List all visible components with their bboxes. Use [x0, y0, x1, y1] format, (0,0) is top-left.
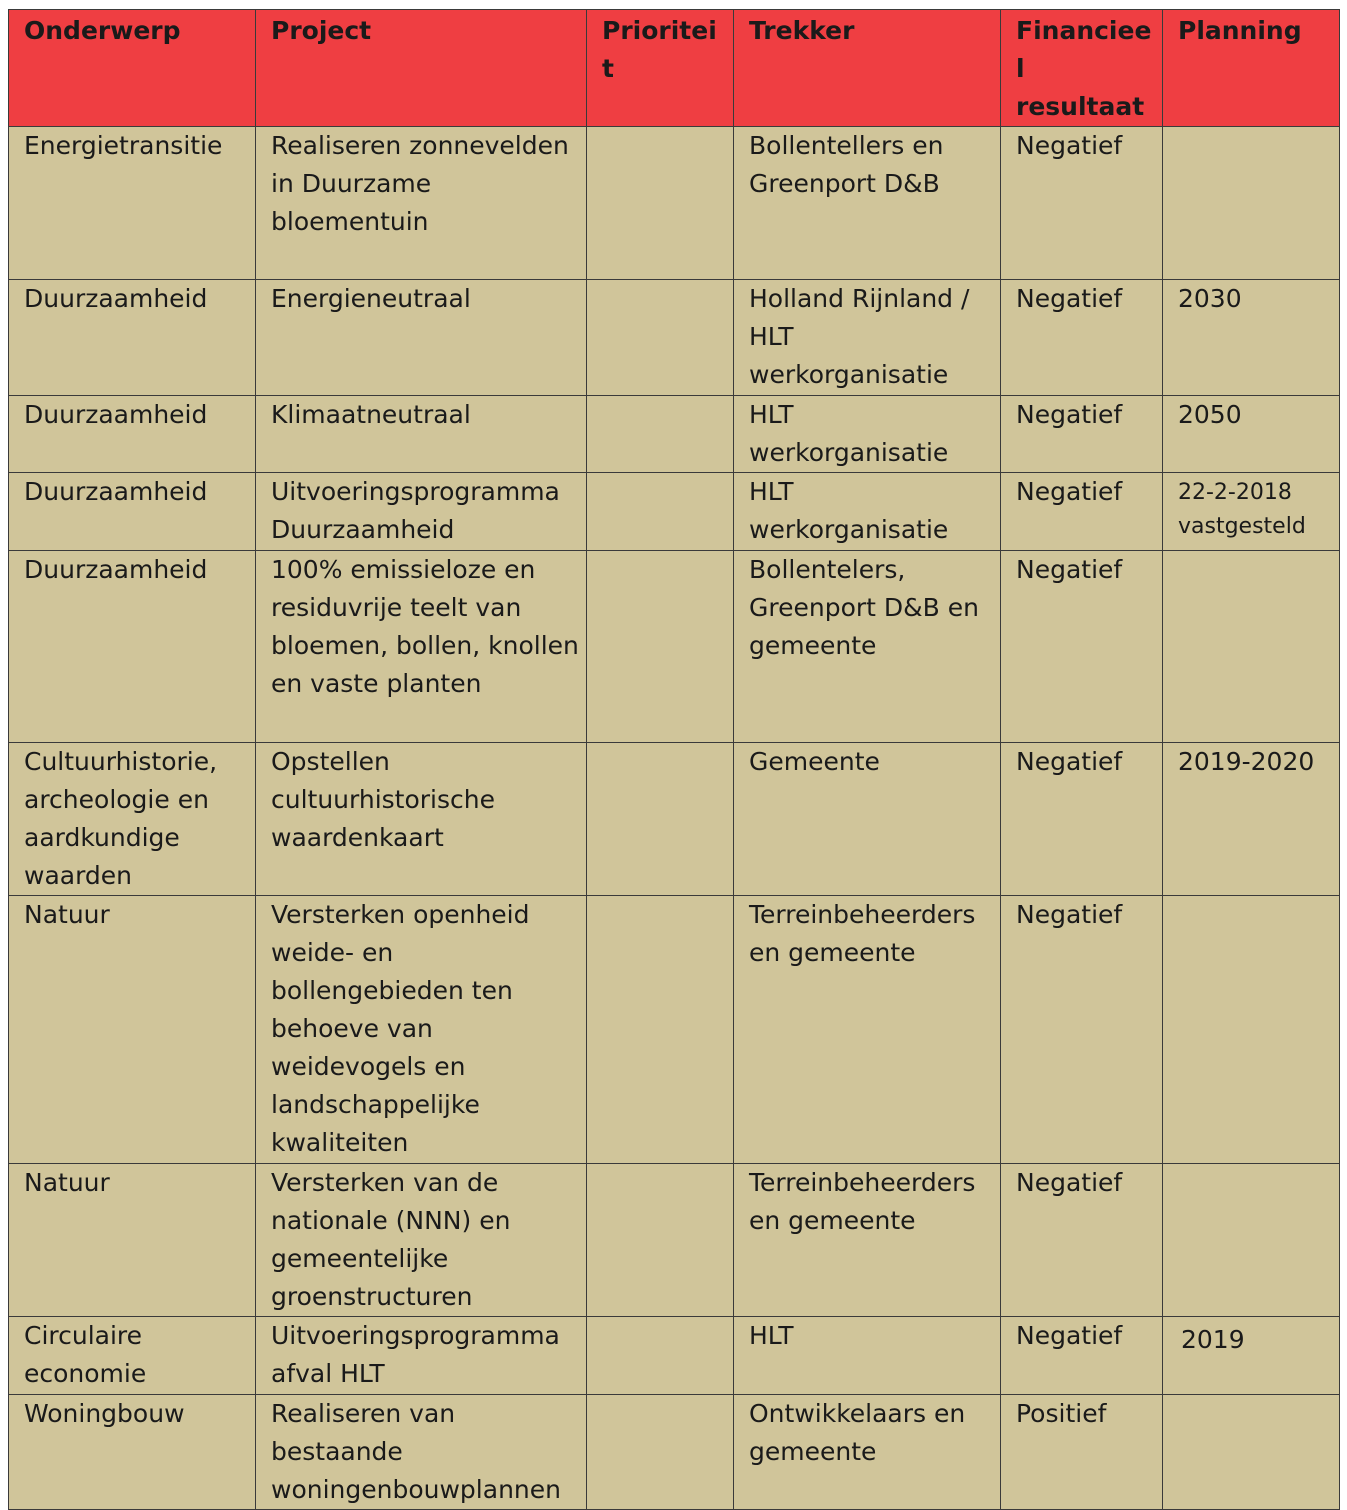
cell-planning: [1163, 896, 1340, 1164]
cell-financieel: Positief: [1001, 1395, 1163, 1510]
cell-trekker: Gemeente: [734, 743, 1001, 896]
cell-onderwerp: Natuur: [9, 1164, 256, 1317]
cell-trekker: Holland Rijnland / HLT werkorganisatie: [734, 280, 1001, 396]
cell-planning: [1163, 551, 1340, 743]
cell-project: Uitvoeringsprogramma Duurzaamheid: [256, 473, 587, 551]
header-planning: Planning: [1163, 10, 1340, 127]
header-prioriteit: Prioriteit: [587, 10, 734, 127]
cell-planning: 2050: [1163, 396, 1340, 473]
cell-onderwerp: Cultuurhistorie, archeologie en aardkundige waarden: [9, 743, 256, 896]
cell-onderwerp: Woningbouw: [9, 1395, 256, 1510]
cell-planning: 2030: [1163, 280, 1340, 396]
cell-planning: [1163, 1164, 1340, 1317]
table-row: [9, 280, 1340, 396]
cell-project: Realiseren van bestaande woningenbouwplannen: [256, 1395, 587, 1510]
header-project: Project: [256, 10, 587, 127]
cell-prioriteit: [587, 551, 734, 743]
project-table: [8, 9, 1340, 1510]
cell-trekker: HLT: [734, 1317, 1001, 1395]
cell-project: Opstellen cultuurhistorische waardenkaart: [256, 743, 587, 896]
cell-onderwerp: Energietransitie: [9, 127, 256, 280]
cell-planning: 22-2-2018 vastgesteld: [1163, 473, 1340, 551]
cell-planning: 2019: [1163, 1317, 1340, 1395]
table-row: [9, 473, 1340, 551]
cell-onderwerp: Circulaire economie: [9, 1317, 256, 1395]
cell-project: Versterken van de nationale (NNN) en gemeentelijke groenstructuren: [256, 1164, 587, 1317]
cell-planning: [1163, 127, 1340, 280]
table-row: [9, 551, 1340, 743]
cell-project: 100% emissieloze en residuvrije teelt van bloemen, bollen, knollen en vaste planten: [256, 551, 587, 743]
cell-prioriteit: [587, 473, 734, 551]
cell-planning: [1163, 1395, 1340, 1510]
cell-trekker: Terreinbeheerders en gemeente: [734, 1164, 1001, 1317]
cell-prioriteit: [587, 896, 734, 1164]
cell-onderwerp: Duurzaamheid: [9, 280, 256, 396]
table-row: [9, 896, 1340, 1164]
cell-trekker: Terreinbeheerders en gemeente: [734, 896, 1001, 1164]
cell-onderwerp: Duurzaamheid: [9, 473, 256, 551]
header-onderwerp: Onderwerp: [9, 10, 256, 127]
cell-onderwerp: Duurzaamheid: [9, 396, 256, 473]
cell-financieel: Negatief: [1001, 127, 1163, 280]
cell-project: Klimaatneutraal: [256, 396, 587, 473]
cell-trekker: Bollentellers en Greenport D&B: [734, 127, 1001, 280]
cell-prioriteit: [587, 280, 734, 396]
cell-onderwerp: Duurzaamheid: [9, 551, 256, 743]
cell-prioriteit: [587, 396, 734, 473]
table-row: [9, 1317, 1340, 1395]
cell-financieel: Negatief: [1001, 396, 1163, 473]
header-trekker: Trekker: [734, 10, 1001, 127]
cell-financieel: Negatief: [1001, 1317, 1163, 1395]
cell-trekker: HLT werkorganisatie: [734, 473, 1001, 551]
cell-prioriteit: [587, 1164, 734, 1317]
table-row: [9, 743, 1340, 896]
cell-trekker: HLT werkorganisatie: [734, 396, 1001, 473]
cell-project: Versterken openheid weide- en bollengebieden ten behoeve van weidevogels en landschappelijke kwaliteiten: [256, 896, 587, 1164]
cell-financieel: Negatief: [1001, 551, 1163, 743]
cell-trekker: Ontwikkelaars en gemeente: [734, 1395, 1001, 1510]
cell-project: Realiseren zonnevelden in Duurzame bloementuin: [256, 127, 587, 280]
cell-prioriteit: [587, 127, 734, 280]
cell-project: Energieneutraal: [256, 280, 587, 396]
table-row: [9, 1395, 1340, 1510]
table-row: [9, 1164, 1340, 1317]
header-financieel-resultaat: Financieel resultaat: [1001, 10, 1163, 127]
cell-financieel: Negatief: [1001, 473, 1163, 551]
cell-prioriteit: [587, 1317, 734, 1395]
cell-financieel: Negatief: [1001, 280, 1163, 396]
cell-financieel: Negatief: [1001, 1164, 1163, 1317]
table-row: [9, 127, 1340, 280]
cell-trekker: Bollentelers, Greenport D&B en gemeente: [734, 551, 1001, 743]
cell-financieel: Negatief: [1001, 743, 1163, 896]
cell-prioriteit: [587, 743, 734, 896]
cell-project: Uitvoeringsprogramma afval HLT: [256, 1317, 587, 1395]
header-row: [9, 10, 1340, 127]
cell-onderwerp: Natuur: [9, 896, 256, 1164]
table-row: [9, 396, 1340, 473]
cell-planning: 2019-2020: [1163, 743, 1340, 896]
cell-prioriteit: [587, 1395, 734, 1510]
cell-financieel: Negatief: [1001, 896, 1163, 1164]
